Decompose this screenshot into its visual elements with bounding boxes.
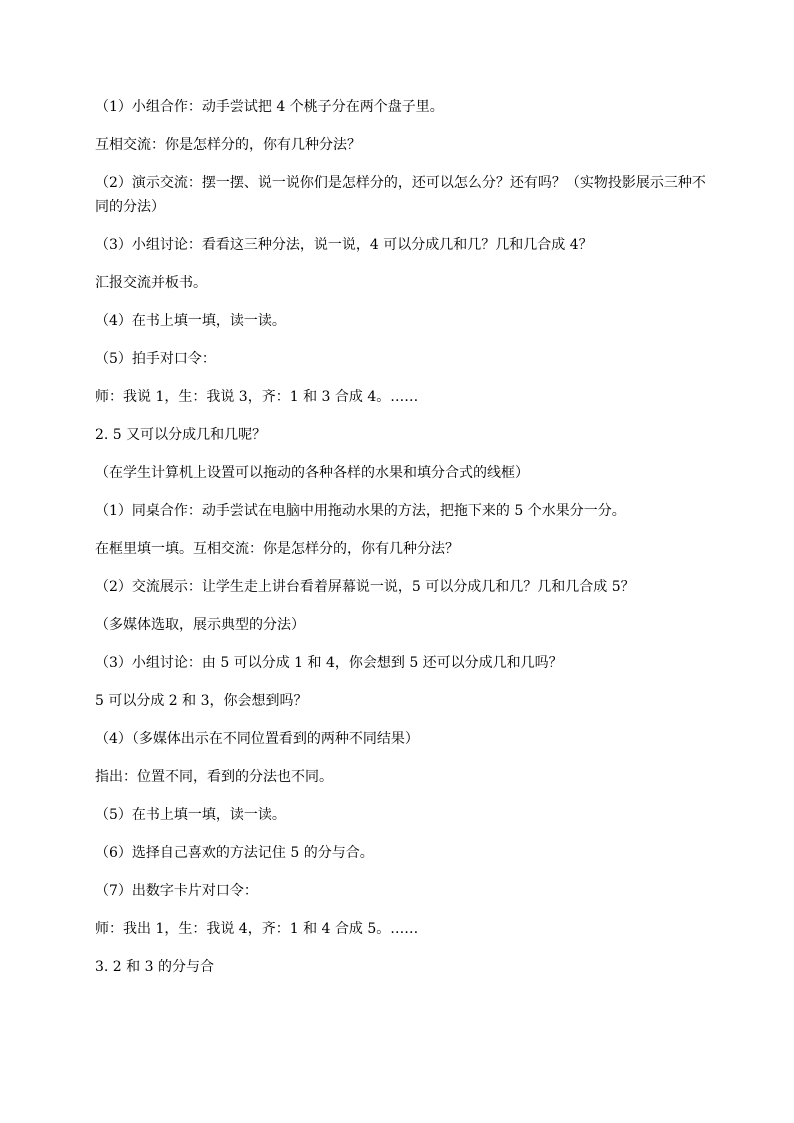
- paragraph-report-board: 汇报交流并板书。: [95, 275, 207, 291]
- paragraph-step-3-group-discussion: （3）小组讨论：由 5 可以分成 1 和 4，你会想到 5 还可以分成几和几吗？: [95, 655, 563, 671]
- paragraph-step-4-multimedia: （4）（多媒体出示在不同位置看到的两种不同结果）: [95, 731, 419, 747]
- paragraph-fill-box: 在框里填一填。互相交流：你是怎样分的，你有几种分法？: [95, 541, 459, 557]
- document-body: [95, 95, 715, 993]
- paragraph-exchange-methods: 互相交流：你是怎样分的，你有几种分法？: [95, 137, 361, 153]
- paragraph-step-7-cards: （7）出数字卡片对口令：: [95, 883, 258, 899]
- paragraph-step-1-group-work: （1）小组合作：动手尝试把 4 个桃子分在两个盘子里。: [95, 99, 444, 115]
- paragraph-dialogue-4: 师：我说 1，生：我说 3，齐：1 和 3 合成 4。……: [95, 389, 419, 405]
- paragraph-dialogue-5: 师：我出 1，生：我说 4，齐：1 和 4 合成 5。……: [95, 921, 419, 937]
- paragraph-multimedia-select: （多媒体选取，展示典型的分法）: [95, 617, 305, 633]
- paragraph-step-3-discussion: （3）小组讨论：看看这三种分法，说一说，4 可以分成几和几？几和几合成 4？: [95, 237, 593, 253]
- paragraph-step-5-fill-book: （5）在书上填一填，读一读。: [95, 807, 286, 823]
- paragraph-step-1-desk-work: （1）同桌合作：动手尝试在电脑中用拖动水果的方法，把拖下来的 5 个水果分一分。: [95, 503, 626, 519]
- paragraph-step-2-show: （2）交流展示：让学生走上讲台看着屏幕说一说，5 可以分成几和几？几和几合成 5？: [95, 579, 635, 595]
- paragraph-split-2-3: 5 可以分成 2 和 3，你会想到吗？: [95, 693, 308, 709]
- paragraph-section-3-heading: 3. 2 和 3 的分与合: [95, 959, 214, 975]
- paragraph-step-5-clap: （5）拍手对口令：: [95, 351, 216, 367]
- paragraph-computer-setup: （在学生计算机上设置可以拖动的各种各样的水果和填分合式的线框）: [95, 465, 529, 481]
- paragraph-step-2-demo: （2）演示交流：摆一摆、说一说你们是怎样分的，还可以怎么分？还有吗？（实物投影展示三种不同的分法）: [95, 175, 706, 215]
- paragraph-step-4-fill-book: （4）在书上填一填，读一读。: [95, 313, 286, 329]
- paragraph-point-out: 指出：位置不同，看到的分法也不同。: [95, 769, 333, 785]
- paragraph-step-6-remember: （6）选择自己喜欢的方法记住 5 的分与合。: [95, 845, 374, 861]
- paragraph-section-2-heading: 2. 5 又可以分成几和几呢？: [95, 427, 267, 443]
